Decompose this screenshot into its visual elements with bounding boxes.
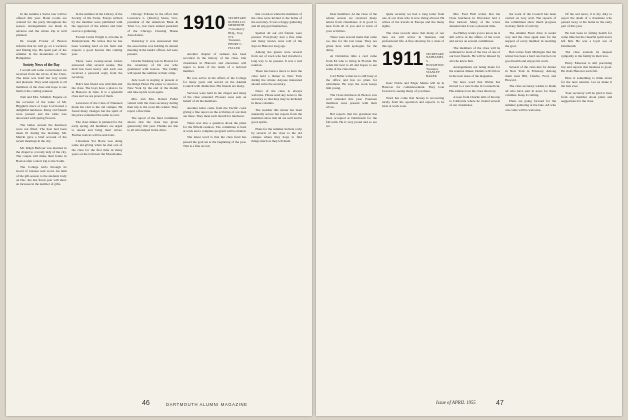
left-col-2 <box>72 12 123 394</box>
paragraph: Here is something to think about for the next reunion. Let us make it the best ever. <box>561 76 612 89</box>
paragraph: Carl Fuller writes he is still busy at the office and has no plans for retirement. He says the work keeps him young. <box>326 73 377 90</box>
paragraph: We have word that Walter has moved to a new home in Connecticut. His address is in the class directory. <box>449 80 501 93</box>
paragraph: the work of the Council has been carried on very well. The reports of the committees show much progress in many fields of activity. <box>505 12 557 29</box>
left-col-3 <box>127 12 178 394</box>
paragraph: The Alumni Fund drive is under way and the class agent asks for the support of every member in reaching the goal. <box>505 31 557 48</box>
class-heading <box>183 15 246 50</box>
paragraph: Chicago Tribune in the effort that Lawrence L. (Morris) Stone, vice-president of the American Bank & Trust Co., has been named president of the Chicago Clearing House Association. <box>127 12 179 37</box>
left-page-footer <box>16 400 302 410</box>
issue-label: Issue of APRIL 1955 <box>436 401 476 406</box>
magazine-title: DARTMOUTH ALUMNI MAGAZINE <box>166 402 248 407</box>
paragraph: The weather this winter has been unusually severe but reports from the members show that all are well and in good spirits. <box>251 107 302 125</box>
paragraph: At Christmas time a card came from Ed who is living in Florida. He sends his best to all and hopes to see some of the class there. <box>326 54 377 71</box>
paragraph: Another letter came from the Pacific coast giving a fine report on the activities of our men out there. They meet each month for luncheon. <box>183 105 247 118</box>
paragraph: There was also a question about the plans for the fiftieth reunion. The committee is hard at work and a complete program will be mailed. <box>183 120 247 133</box>
paragraph: Bob's best friend was with him and the class. The boys have a plan to be in Hanover in June. It is a splendid class and we are proud of them. <box>71 81 123 99</box>
right-columns <box>326 12 612 394</box>
paragraph: Harry Emerson is still practising law and reports that business is good. He visits Hanover each fall. <box>561 61 612 74</box>
right-page <box>316 4 622 416</box>
secretary-block <box>228 15 246 50</box>
page-number: 46 <box>142 400 150 407</box>
paragraph: He was active in the affairs of the College for many years and served on the Alumni Council with distinction. His friends are many. <box>183 75 247 88</box>
page-number: 47 <box>496 400 504 407</box>
paragraph: A note from Charlie tells of his trip to California where he visited several of our classmates. <box>449 95 501 108</box>
paragraph: The Class luncheon in Boston was well attended this year. Fourteen members were present with their wives. <box>326 92 377 110</box>
paragraph: Word has come that Stoney is recovering nicely from his operation and expects to be back at work soon. <box>381 95 445 108</box>
section-heading: Society News of the Day <box>22 62 60 67</box>
paragraph: There has been a move to have the class hold a dinner in New York during the winter. Anyone interested should write the secretary. <box>251 69 302 86</box>
secretary-line: SECRETARY, NATHANIEL S. HOUGHTON <box>426 51 445 67</box>
paragraph: I would add some conversation we received from the wives of the Class. The letter was brief but very warm and pleasant. They send regards to all members of the class and hope to see them at the coming reunion. <box>16 67 67 93</box>
paragraph: Lawrence of the Class of Nineteen made his visit to the old campus. He found many changes but the spirit of the place remained the same as ever. <box>71 100 123 118</box>
paragraph: Among the guests were several from out of town who had travelled a long way to be present. It was a real reunion. <box>251 50 302 67</box>
secretary-line: SECRETARY, RUSSELL D. MEREDITH <box>228 16 247 28</box>
paragraph: The tables around the luncheon were not filled. The host had been taken ill during the morning. Mr. Merritt gave a brief account of the recent meetings in the city. <box>16 122 67 144</box>
paragraph: He had been in failing health for some time but his cheerful spirit never left him. He was a loyal son of Dartmouth. <box>561 31 612 48</box>
paragraph: that occasion when the members of the class were invited to the home of the secretary. It was a happy gathering and all enjoyed themselves. <box>251 12 302 29</box>
treasurer-line: Treasurer, HENRY C. FULLER <box>228 38 243 50</box>
paragraph: Spelled all our old friends were present. Everybody had a fine time and many stories were told of the days in Hanover long ago. <box>251 31 302 48</box>
paragraph: The class extends its deepest sympathy to the family in their loss. <box>561 50 612 59</box>
class-year-number: 1911 <box>381 48 424 70</box>
paragraph: There were several items that came too late for the last issue. They are given here with apologies for the delay. <box>326 35 377 52</box>
paragraph: Jack Loeb is staying at present at the Ridge Hotel. He plans to return to New York by the end of the month and take up his work again. <box>127 77 179 95</box>
paragraph: The latest word is that the class fund has passed the goal set at the beginning of the year. This is a fine record. <box>183 135 247 148</box>
paragraph: Arrangements are being made for the reunion dinner. Details will follow in the next issue of the magazine. <box>449 65 501 78</box>
paragraph: Everett Curtis Wright is at home in Pennsylvania. He writes that he has been working hard on his farm and expects a good harvest this coming year. <box>71 35 123 56</box>
paragraph: The College Girls through its board of trustees sent word. An item of the gift-season to the students body on Dec. the last fiscal year will show an increase in the number of gifts. <box>16 165 67 186</box>
paragraph: Dear members: At the close of the winter season we received many letters from classmates. It is good to hear from all of you and to learn of your activities. <box>326 12 377 33</box>
paragraph: Yesterday it was announced that the association was holding its annual meeting in the bank's offices. All were present. <box>127 39 179 56</box>
paragraph: The report of the fund committee shows that the class has given generously this year. Thanks are due to all who helped in the drive. <box>127 115 179 133</box>
left-col-5 <box>251 12 302 394</box>
paragraph: Of the sad news, it is my duty to report the death of a classmate who passed away at his home in the early part of this year. <box>561 12 612 29</box>
left-columns <box>16 12 302 394</box>
paragraph: Plans for the summer include a trip by several of the class to the old campus where they hope to find things much as they left them. <box>251 126 302 144</box>
paragraph: Isaac Noble and Edgar Marks will be in Hanover for commencement. They look forward to seeing many of you there. <box>381 80 445 93</box>
paragraph: Mr. Ralph Barbour was married in the chapel to a lovely lady of the city. The couple will make their home in Boston after a short trip to the South. <box>16 146 67 163</box>
right-col-1 <box>326 12 377 394</box>
paragraph: Classmate Yor Boice was doing some ski-giving when he met one of the class for the first time in many years on the trail near the Moosilauke. <box>71 139 123 156</box>
right-col-4 <box>505 12 556 394</box>
paragraph: Another chapter of sadness has been recorded in the history of the class. Our classmates in Hanover and elsewhere will regret to learn of the death of a beloved member. <box>183 52 247 73</box>
paragraph: Joe Halley wants you to know he is still active in the affairs of the town and serves on several committees. <box>449 31 501 44</box>
paragraph: The class secretary wishes to thank all who have sent in news for these columns. Keep it coming. <box>505 84 557 97</box>
paragraph: The class records show that many of our men are still active in business and professional life. A fine showing for a class of this age. <box>381 31 445 48</box>
right-col-2 <box>382 12 444 394</box>
paragraph: Tom and Mrs. Schmidt. Fugene on the occasion of the wake of Mr. Higgins's niece at Cape Cod hosted a delightful luncheon. Many old friends were present and the table was decorated with spring flowers. <box>16 95 67 121</box>
paragraph: Dr. Joseph Fowler of Boston informs that he will go on a vacation and fishing trip. He spent part of the summer in the mountains of New Hampshire. <box>16 39 67 61</box>
left-col-4 <box>183 12 246 394</box>
paragraph: Your secretary will be glad to hear from any member about plans and suggestions for the class. <box>561 91 612 104</box>
paragraph: Ben writes from Michigan that the winter has been a hard one but he is in good health and enjoys his work. <box>505 50 557 63</box>
left-page <box>6 4 312 416</box>
paragraph: There were twenty-seven letters answered after several weeks. The mail has been heavy and each one received a personal reply from the secretary. <box>71 58 123 80</box>
paragraph: In the autumn a Swiss tour will be offered this year. Hotel rooms are ordered for the party throughout the season. Arrangements are made in advance and the whole trip is well planned. <box>16 12 67 37</box>
right-col-3 <box>449 12 500 394</box>
paragraph: Mrs. Fred Hall writes that the Class luncheon in Worcester had a fine turnout. Many of the wives attended and it was a pleasant time. <box>449 12 501 29</box>
paragraph: The members of the class will be saddened to learn of the loss of one of our best friends. He will be missed by all who knew him. <box>449 46 501 63</box>
paragraph: Quite recently we had a long letter from one of our class who is now living abroad. He writes of his travels in Europe and the many sights. <box>381 12 445 29</box>
paragraph: Services were held in the chapel and many of the class attended. Flowers were sent on behalf of all the members. <box>183 90 247 103</box>
right-col-5 <box>561 12 612 394</box>
right-page-footer <box>326 400 612 410</box>
paragraph: In the summer in the Library of the Society of the Swiss. Essays written by the member were published with the approval of the editors and later read at a gathering. <box>71 12 123 33</box>
paragraph: Several of the class met for dinner in New York in February. Among them were Bill, Charlie, Fred, and Howard. <box>505 65 557 82</box>
paragraph: Mrs. and Mrs. Robert Fuller visited with the class secretary during their trip to the coast this winter. They report a fine time. <box>127 96 179 114</box>
secretary-block <box>426 51 444 79</box>
treasurer-line: Treasurer, STANLEY BAKER <box>426 66 440 78</box>
paragraph: News of the class is always welcome. Please send any notes to the secretary so that they may be included in these columns. <box>251 88 302 105</box>
paragraph: Plans are going forward for the summer gathering at the lake. All who can come will be welcome. <box>505 99 557 112</box>
paragraph: The class dinner is planned for the early spring. All members are urged to attend and bring their wives. Further notices will be sent later. <box>71 120 123 137</box>
address-line: 73 Gramercy Bldg., Troy, N.Y. <box>228 27 245 39</box>
magazine-spread <box>6 4 622 416</box>
class-heading <box>381 48 445 79</box>
class-year-number: 1910 <box>183 13 226 34</box>
paragraph: Hal reports that his grandson has been accepted at Dartmouth for the fall term. He is very proud and so are we. <box>326 111 377 129</box>
paragraph: Charlie Washing was in Boston for the ceremony of his son who graduated with honors. The family will spend the summer at their camp. <box>127 58 179 76</box>
left-col-1 <box>16 12 67 394</box>
